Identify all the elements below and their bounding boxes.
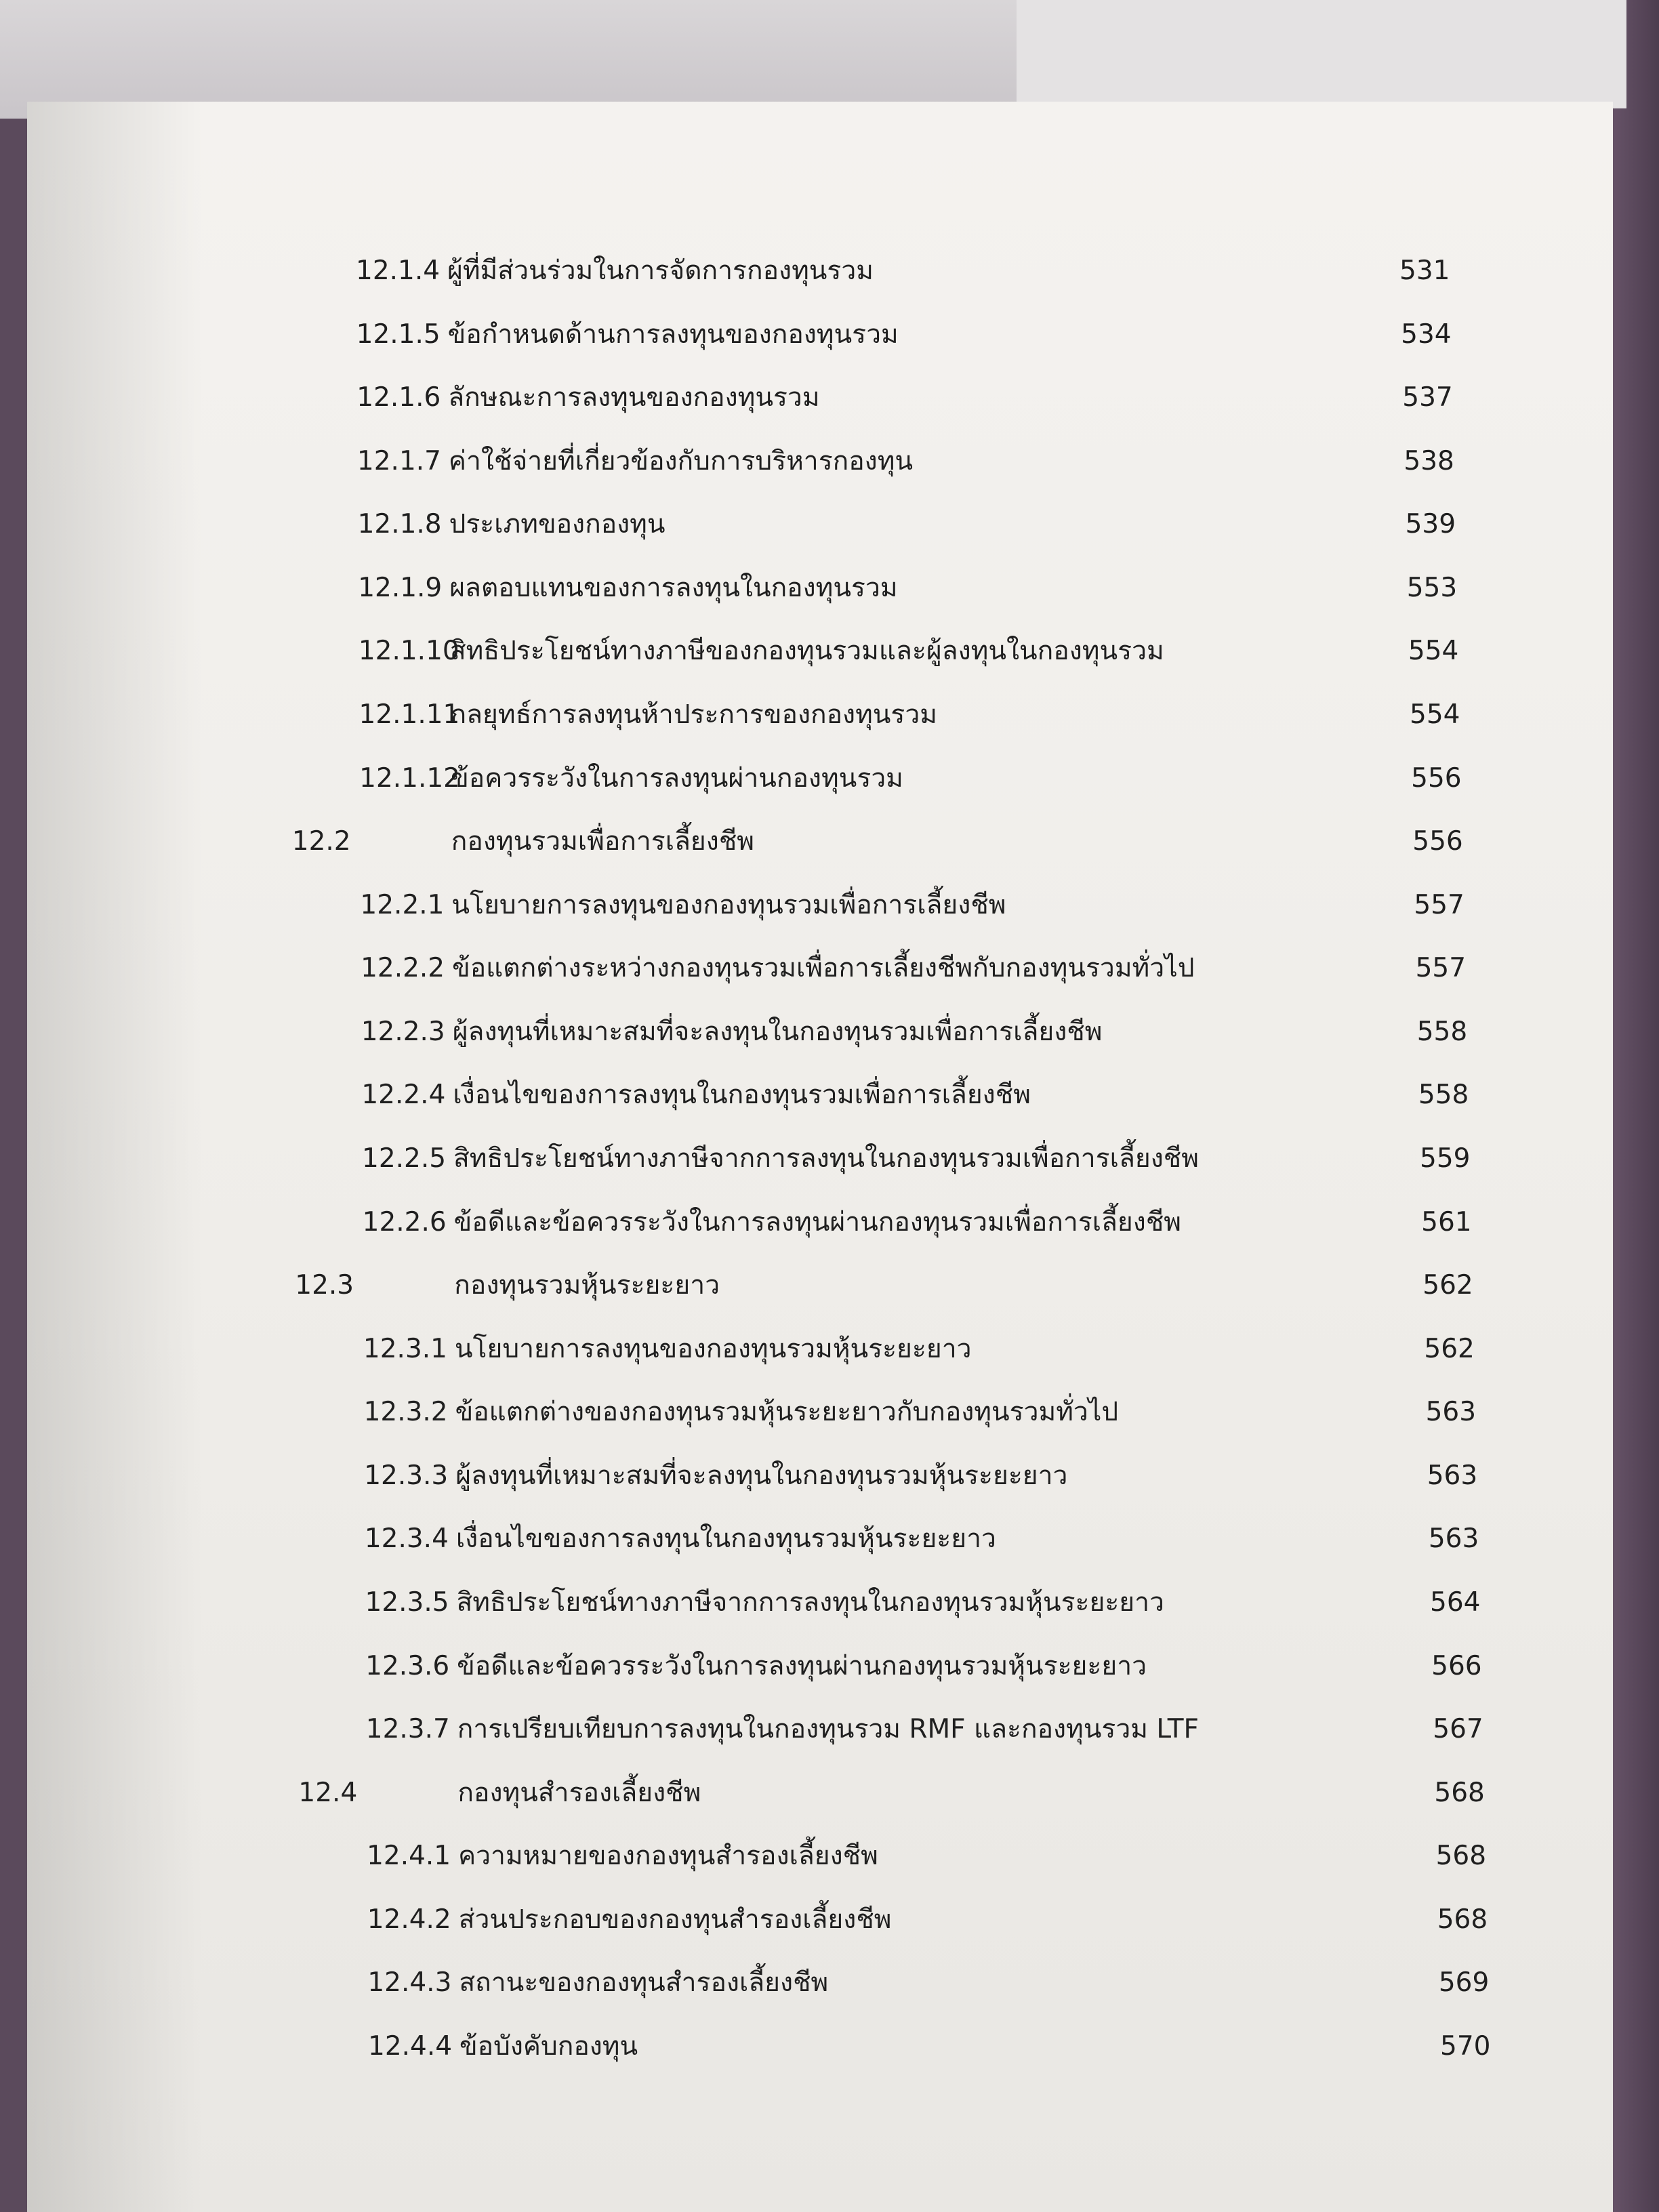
toc-entry-number: 12.2.2 [361,953,445,984]
toc-entry [27,878,1613,933]
toc-entry-number: 12.4.4 [368,2031,453,2062]
toc-entry-title: ข้อกำหนดด้านการลงทุนของกองทุนรวม [447,319,899,350]
toc-entry [27,244,1613,298]
toc-entry-title: สิทธิประโยชน์ทางภาษีของกองทุนรวมและผู้ลงทุนในกองทุนรวม [449,636,1164,667]
toc-entry-page: 558 [1416,1016,1468,1047]
toc-entry-page: 570 [1440,2031,1491,2062]
toc-entry-page: 563 [1425,1397,1477,1428]
toc-entry-number: 12.1.12 [359,762,460,794]
toc-entry-title: ค่าใช้จ่ายที่เกี่ยวข้องกับการบริหารกองทุน [448,445,914,476]
toc-entry [27,1576,1613,1630]
toc-entry-title: ข้อควรระวังในการลงทุนผ่านกองทุนรวม [451,762,903,794]
toc-entry [27,1005,1613,1059]
toc-entry-number: 12.2.1 [360,889,445,920]
toc-entry-number: 12.3.2 [363,1397,448,1428]
toc-section-number: 12.3 [295,1270,354,1301]
toc-entry-page: 568 [1435,1841,1487,1872]
toc-entry-number: 12.4.1 [367,1841,451,1872]
toc-entry-title: เงื่อนไขของการลงทุนในกองทุนรวมเพื่อการเลี้ยงชีพ [453,1080,1031,1111]
toc-entry-title: ผู้ลงทุนที่เหมาะสมที่จะลงทุนในกองทุนรวมเพื่อการเลี้ยงชีพ [452,1016,1103,1047]
toc-entry-number: 12.3.1 [363,1333,447,1364]
toc-entry-page: 539 [1405,509,1456,540]
toc-entry [27,371,1613,425]
toc-entry [27,2020,1613,2074]
toc-entry-page: 557 [1414,889,1465,920]
toc-entry-number: 12.1.4 [356,255,441,286]
toc-entry-page: 531 [1399,255,1450,286]
toc-entry-page: 568 [1437,1904,1488,1935]
toc-entry-title: ผู้ที่มีส่วนร่วมในการจัดการกองทุนรวม [447,255,874,286]
toc-entry-title: ข้อบังคับกองทุน [459,2031,638,2062]
toc-entry-title: ลักษณะการลงทุนของกองทุนรวม [448,382,820,413]
toc-entry-title: นโยบายการลงทุนของกองทุนรวมหุ้นระยะยาว [454,1333,972,1364]
toc-entry-title: ข้อดีและข้อควรระวังในการลงทุนผ่านกองทุนรวมเพื่อการเลี้ยงชีพ [453,1206,1181,1237]
toc-entry [27,1449,1613,1503]
toc-entry-number: 12.2.3 [361,1016,445,1047]
toc-entry [27,1702,1613,1757]
toc-entry [27,1956,1613,2010]
toc-entry [27,1829,1613,1883]
toc-entry [27,752,1613,806]
toc-entry-number: 12.4.3 [367,1967,452,1999]
toc-entry-title: ผลตอบแทนของการลงทุนในกองทุนรวม [449,572,898,603]
toc-entry [27,1893,1613,1947]
toc-entry [27,624,1613,678]
toc-entry-page: 554 [1408,636,1459,667]
toc-entry-page: 561 [1421,1206,1472,1237]
toc-section-page: 568 [1434,1777,1485,1808]
toc-entry [27,308,1613,362]
toc-entry-page: 562 [1424,1333,1475,1364]
toc-section-title: กองทุนสำรองเลี้ยงชีพ [457,1777,701,1808]
toc-entry-page: 538 [1404,445,1454,476]
toc-section [27,815,1613,869]
toc-section-title: กองทุนรวมหุ้นระยะยาว [454,1270,720,1301]
toc-entry-title: ผู้ลงทุนที่เหมาะสมที่จะลงทุนในกองทุนรวมหุ้นระยะยาว [455,1460,1068,1491]
toc-entry [27,497,1613,552]
toc-entry-number: 12.1.5 [356,319,441,350]
toc-entry-number: 12.2.5 [362,1143,447,1174]
toc-entry-title: สิทธิประโยชน์ทางภาษีจากการลงทุนในกองทุนรวมเพื่อการเลี้ยงชีพ [453,1143,1199,1174]
toc-entry-number: 12.1.10 [358,636,459,667]
toc-entry-page: 567 [1433,1714,1483,1745]
toc-section-page: 562 [1422,1270,1473,1301]
book-page [27,102,1613,2212]
toc-entry-title: ส่วนประกอบของกองทุนสำรองเลี้ยงชีพ [458,1904,892,1935]
toc-entry-number: 12.2.6 [362,1206,447,1237]
toc-section-title: กองทุนรวมเพื่อการเลี้ยงชีพ [451,826,755,857]
toc-entry-page: 556 [1411,762,1462,794]
toc-entry-number: 12.4.2 [367,1904,451,1935]
toc-entry-title: ความหมายของกองทุนสำรองเลี้ยงชีพ [458,1841,878,1872]
toc-entry-number: 12.2.4 [361,1080,446,1111]
toc-entry-number: 12.3.4 [364,1523,449,1555]
toc-entry-page: 559 [1420,1143,1471,1174]
toc-entry-page: 566 [1431,1650,1482,1681]
toc-entry-number: 12.1.7 [356,445,441,476]
toc-entry [27,561,1613,615]
toc-entry [27,1322,1613,1376]
toc-entry-number: 12.1.6 [356,382,441,413]
toc-entry [27,1512,1613,1566]
toc-entry-title: สิทธิประโยชน์ทางภาษีจากการลงทุนในกองทุนรวมหุ้นระยะยาว [456,1587,1164,1618]
toc-entry-page: 554 [1410,699,1460,730]
toc-entry-page: 534 [1401,319,1452,350]
toc-entry-number: 12.1.8 [357,509,442,540]
toc-section-number: 12.2 [291,826,351,857]
toc-entry [27,1132,1613,1186]
toc-entry [27,941,1613,996]
toc-entry-number: 12.1.11 [359,699,460,730]
toc-entry-title: ข้อแตกต่างของกองทุนรวมหุ้นระยะยาวกับกองทุนรวมทั่วไป [455,1397,1119,1428]
background-right [1605,0,1659,2212]
toc-entry [27,1639,1613,1694]
toc-entry-number: 12.3.5 [365,1587,449,1618]
toc-entry-page: 563 [1427,1460,1478,1491]
toc-entry-page: 553 [1406,572,1458,603]
toc-entry [27,1068,1613,1122]
toc-entry-number: 12.1.9 [358,572,443,603]
toc-entry-page: 564 [1430,1587,1481,1618]
toc-entry-page: 563 [1428,1523,1479,1555]
toc-entry-title: ข้อแตกต่างระหว่างกองทุนรวมเพื่อการเลี้ยงชีพกับกองทุนรวมทั่วไป [452,953,1195,984]
toc-section [27,1258,1613,1313]
toc-entry-page: 569 [1438,1967,1490,1999]
toc-entry-title: กลยุทธ์การลงทุนห้าประการของกองทุนรวม [450,699,937,730]
toc-entry-number: 12.3.6 [365,1650,450,1681]
toc-section-page: 556 [1412,826,1463,857]
toc-entry-number: 12.3.3 [364,1460,449,1491]
toc-section-number: 12.4 [298,1777,358,1808]
toc-entry-title: เงื่อนไขของการลงทุนในกองทุนรวมหุ้นระยะยาว [455,1523,996,1555]
page-behind [1017,0,1626,108]
toc-entry-page: 537 [1402,382,1453,413]
toc-entry-page: 557 [1415,953,1467,984]
toc-entry-title: การเปรียบเทียบการลงทุนในกองทุนรวม RMF และกองทุนรวม LTF [457,1714,1199,1745]
toc-entry [27,688,1613,742]
toc-entry [27,1385,1613,1439]
toc-section [27,1766,1613,1820]
toc-entry-title: สถานะของกองทุนสำรองเลี้ยงชีพ [459,1967,829,1999]
toc-entry [27,1195,1613,1250]
toc-entry-title: ประเภทของกองทุน [449,509,665,540]
toc-entry-title: ข้อดีและข้อควรระวังในการลงทุนผ่านกองทุนรวมหุ้นระยะยาว [457,1650,1147,1681]
toc-entry-number: 12.3.7 [365,1714,450,1745]
toc-entry-title: นโยบายการลงทุนของกองทุนรวมเพื่อการเลี้ยงชีพ [451,889,1006,920]
toc-entry [27,434,1613,489]
toc-entry-page: 558 [1418,1080,1469,1111]
